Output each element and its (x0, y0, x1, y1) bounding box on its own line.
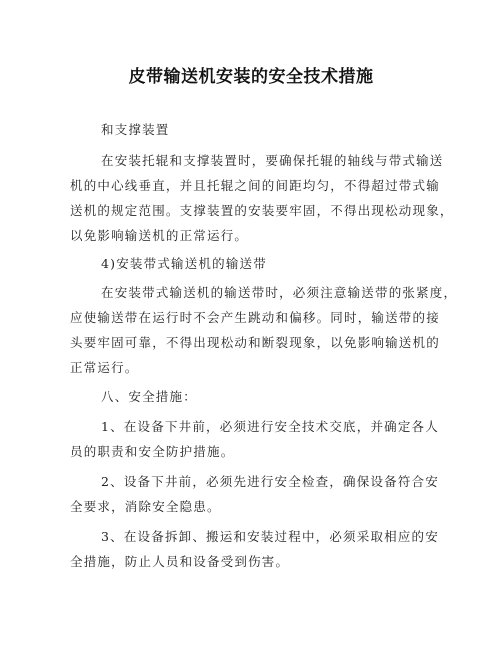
paragraph-line: 头要牢固可靠，不得出现松动和断裂现象，以免影响输送机的 (70, 335, 440, 350)
paragraph-line: 和支撑装置 (101, 122, 170, 137)
paragraph-line: 在安装托辊和支撑装置时，要确保托辊的轴线与带式输送 (101, 153, 444, 168)
list-item-line: 全要求，消除安全隐患。 (70, 499, 221, 514)
paragraph-line: 正常运行。 (70, 360, 139, 375)
section-heading: 八、安全措施： (101, 389, 197, 404)
list-item-line: 3、在设备拆卸、搬运和安装过程中，必须采取相应的安 (101, 529, 439, 544)
paragraph-line: 以免影响输送机的正常运行。 (70, 228, 249, 243)
list-item-line: 员的职责和安全防护措施。 (70, 444, 235, 459)
paragraph-line: 应使输送带在运行时不会产生跳动和偏移。同时，输送带的接 (70, 310, 440, 325)
paragraph-line: 机的中心线垂直，并且托辊之间的间距均匀，不得超过带式输 (70, 178, 440, 193)
list-item-line: 2、设备下井前，必须先进行安全检查，确保设备符合安 (101, 474, 439, 489)
list-item-line: 1、在设备下井前，必须进行安全技术交底，并确定各人 (101, 419, 439, 434)
page-title: 皮带输送机安装的安全技术措施 (128, 67, 374, 87)
section-heading: 4)安装带式输送机的输送带 (101, 256, 267, 271)
paragraph-line: 送机的规定范围。支撑装置的安装要牢固，不得出现松动现象， (70, 203, 454, 218)
list-item-line: 全措施，防止人员和设备受到伤害。 (70, 554, 290, 569)
paragraph-line: 在安装带式输送机的输送带时，必须注意输送带的张紧度， (101, 285, 458, 300)
